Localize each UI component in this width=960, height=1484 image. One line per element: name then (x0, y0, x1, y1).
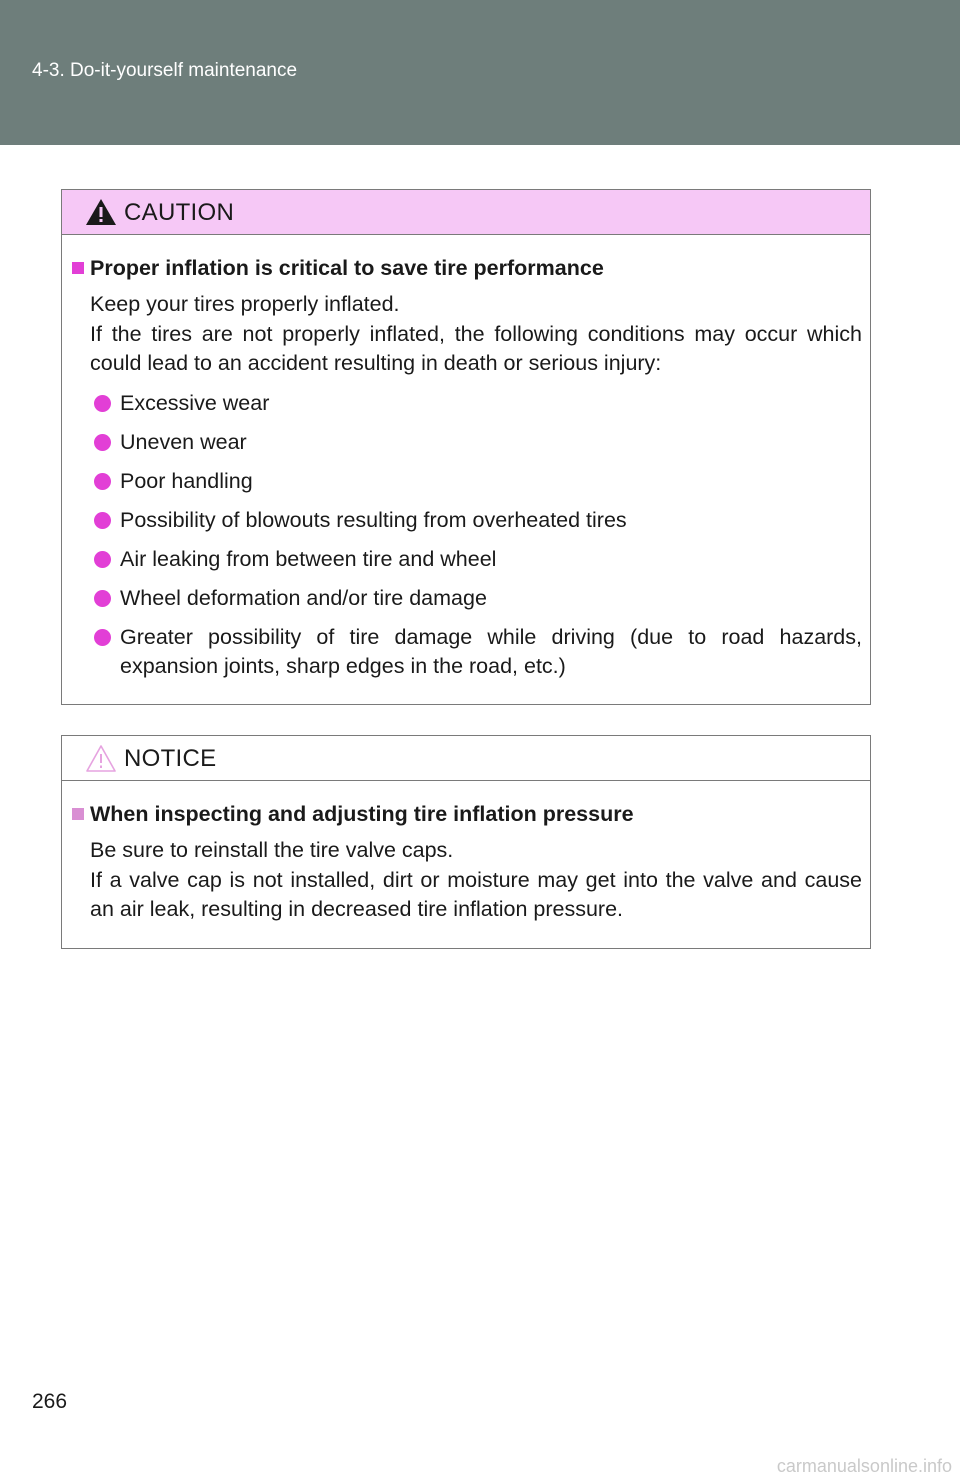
caution-header (62, 190, 870, 235)
bullet-dot-icon (94, 629, 111, 646)
caution-text (90, 290, 862, 379)
caution-paragraph-1: Keep your tires properly inflated. (90, 292, 400, 316)
warning-triangle-icon (84, 197, 118, 227)
list-item: Greater possibility of tire damage while driving (due to road hazards, expansion joints, sharp edges in the road, etc.) (94, 623, 862, 682)
bullet-dot-icon (94, 551, 111, 568)
notice-paragraph-2: If a valve cap is not installed, dirt or moisture may get into the valve and cause an air leak, resulting in decreased tire inflation pressure. (90, 867, 862, 921)
list-item: Air leaking from between tire and wheel (94, 545, 862, 575)
notice-header (62, 736, 870, 781)
square-bullet-icon (72, 808, 84, 820)
bullet-dot-icon (94, 512, 111, 529)
bullet-dot-icon (94, 434, 111, 451)
notice-box (61, 735, 871, 949)
page-header (0, 0, 960, 145)
page-number: 266 (32, 1390, 68, 1413)
bullet-dot-icon (94, 395, 111, 412)
list-item: Poor handling (94, 467, 862, 497)
square-bullet-icon (72, 262, 84, 274)
list-item: Wheel deformation and/or tire damage (94, 584, 862, 614)
notice-label: NOTICE (124, 745, 217, 772)
bullet-dot-icon (94, 473, 111, 490)
caution-heading: Proper inflation is critical to save tire performance (72, 253, 862, 283)
list-item: Possibility of blowouts resulting from overheated tires (94, 506, 862, 536)
caution-box (61, 189, 871, 705)
watermark: carmanualsonline.info (776, 1456, 952, 1476)
bullet-dot-icon (94, 590, 111, 607)
caution-label: CAUTION (124, 199, 235, 226)
list-item: Excessive wear (94, 389, 862, 419)
notice-text (90, 836, 862, 925)
notice-paragraph-1: Be sure to reinstall the tire valve caps. (90, 838, 454, 862)
list-item: Uneven wear (94, 428, 862, 458)
caution-list (72, 389, 862, 682)
notice-triangle-icon (84, 743, 118, 773)
section-title: 4-3. Do-it-yourself maintenance (32, 60, 298, 81)
notice-heading: When inspecting and adjusting tire inflation pressure (72, 799, 862, 829)
caution-paragraph-2: If the tires are not properly inflated, the following conditions may occur which could lead to an accident resulting in death or serious injury: (90, 321, 862, 375)
